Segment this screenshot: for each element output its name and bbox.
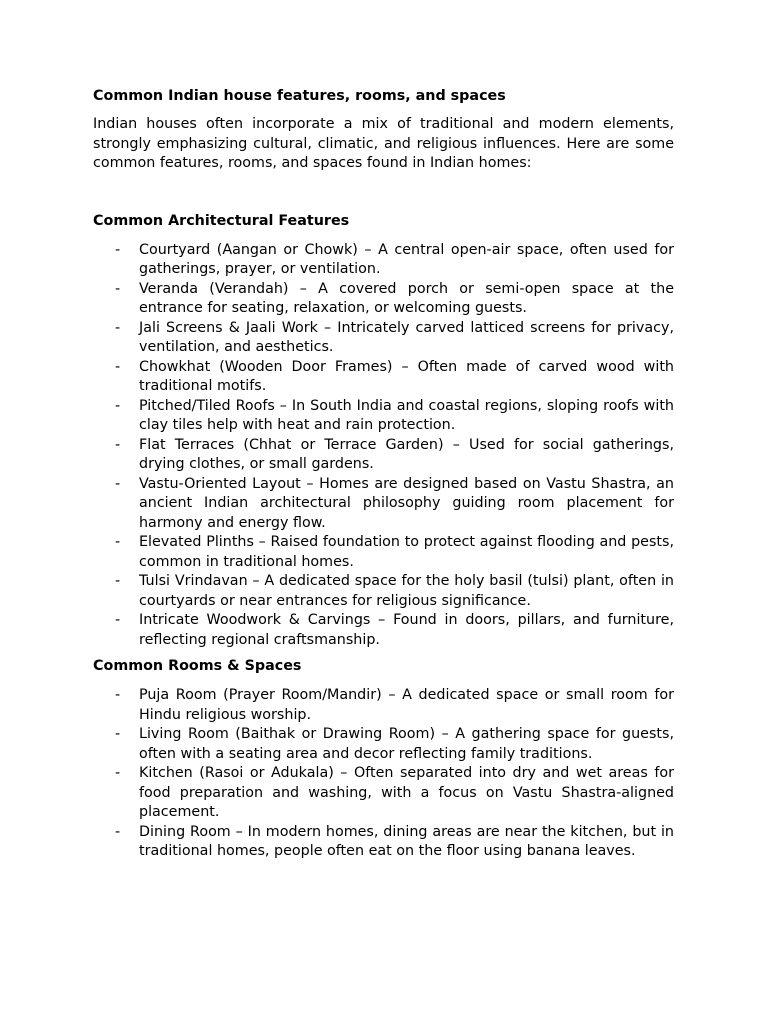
document-title: Common Indian house features, rooms, and spaces <box>93 88 506 104</box>
list-item <box>93 475 674 534</box>
list-item <box>93 823 674 862</box>
bullet-dash: - <box>115 765 121 781</box>
section-heading-rooms-spaces: Common Rooms & Spaces <box>93 658 302 674</box>
bullet-dash: - <box>115 358 121 375</box>
list-item <box>93 358 674 397</box>
list-item-text: Chowkhat (Wooden Door Frames) – Often made of carved wood with traditional motifs. <box>139 358 674 394</box>
list-item <box>93 686 674 725</box>
intro-paragraph: Indian houses often incorporate a mix of traditional and modern elements, strongly emphasizing cultural, climatic, and religious influences. Here are some common features, rooms, and spaces found in Indian homes: <box>93 116 674 171</box>
list-item <box>93 280 674 319</box>
bullet-dash: - <box>115 319 121 336</box>
bullet-dash: - <box>115 397 121 414</box>
list-item-text: Flat Terraces (Chhat or Terrace Garden) – Used for social gatherings, drying clothes, or small gardens. <box>139 436 674 472</box>
list-item-text: Dining Room – In modern homes, dining areas are near the kitchen, but in traditional homes, people often eat on the floor using banana leaves. <box>139 823 674 859</box>
bullet-dash: - <box>115 436 121 453</box>
list-item <box>93 436 674 475</box>
list-item <box>93 572 674 611</box>
list-item-text: Veranda (Verandah) – A covered porch or semi-open space at the entrance for seating, relaxation, or welcoming guests. <box>139 280 674 316</box>
list-item-text: Elevated Plinths – Raised foundation to protect against flooding and pests, common in traditional homes. <box>139 534 674 570</box>
list-item-text: Pitched/Tiled Roofs – In South India and coastal regions, sloping roofs with clay tiles help with heat and rain protection. <box>139 397 674 433</box>
bullet-dash: - <box>115 612 121 628</box>
bullet-dash: - <box>115 687 121 703</box>
section-heading-architectural-features: Common Architectural Features <box>93 212 350 229</box>
list-item-text: Living Room (Baithak or Drawing Room) – A gathering space for guests, often with a seating area and decor reflecting family traditions. <box>139 726 674 762</box>
architectural-features-list <box>93 241 674 651</box>
list-item <box>93 397 674 436</box>
rooms-spaces-list <box>93 686 674 862</box>
bullet-dash: - <box>115 573 121 589</box>
list-item <box>93 611 674 650</box>
list-item <box>93 319 674 358</box>
bullet-dash: - <box>115 241 121 258</box>
list-item-text: Jali Screens & Jaali Work – Intricately carved latticed screens for privacy, ventilation, and aesthetics. <box>139 319 674 355</box>
bullet-dash: - <box>115 475 121 492</box>
bullet-dash: - <box>115 280 121 297</box>
list-item-text: Kitchen (Rasoi or Adukala) – Often separated into dry and wet areas for food preparation and washing, with a focus on Vastu Shastra-aligned placement. <box>139 765 674 820</box>
bullet-dash: - <box>115 726 121 742</box>
list-item-text: Intricate Woodwork & Carvings – Found in doors, pillars, and furniture, reflecting regional craftsmanship. <box>139 612 674 648</box>
list-item <box>93 725 674 764</box>
list-item <box>93 764 674 823</box>
list-item-text: Courtyard (Aangan or Chowk) – A central open-air space, often used for gatherings, prayer, or ventilation. <box>139 241 674 277</box>
list-item <box>93 533 674 572</box>
list-item <box>93 241 674 280</box>
list-item-text: Vastu-Oriented Layout – Homes are designed based on Vastu Shastra, an ancient Indian architectural philosophy guiding room placement for harmony and energy flow. <box>139 475 674 531</box>
list-item-text: Puja Room (Prayer Room/Mandir) – A dedicated space or small room for Hindu religious worship. <box>139 687 674 723</box>
list-item-text: Tulsi Vrindavan – A dedicated space for the holy basil (tulsi) plant, often in courtyards or near entrances for religious significance. <box>139 573 674 609</box>
document-page <box>93 86 674 862</box>
bullet-dash: - <box>115 823 121 840</box>
bullet-dash: - <box>115 534 121 550</box>
